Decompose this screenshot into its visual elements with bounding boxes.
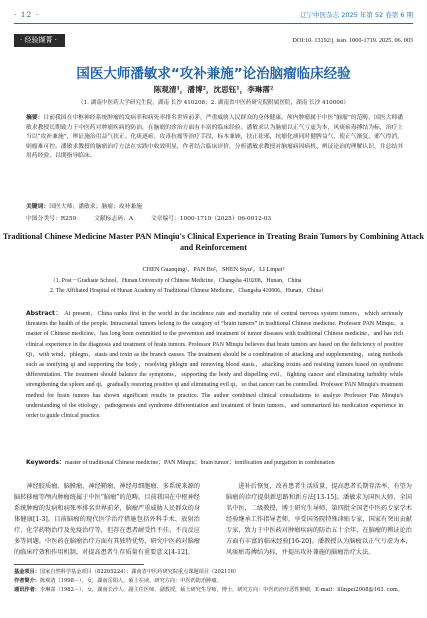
- footnote-author-label: 作者简介：: [14, 578, 40, 584]
- running-header: [14, 8, 413, 22]
- body-column-left: 神经胶质瘤、脑膜瘤、神经鞘瘤、神经母细胞瘤、多系统来源的脑转移瘤等颅内肿瘤统属于中医“脑瘤”的范畴。目前我国在中枢神经系统肿瘤的发病和病死率排名世界前茅，脑瘤严重威胁人民群众的身体健康[1-3]。目前脑瘤的现代医学治疗措施包括外科手术、放射治疗、化学药物治疗及免疫治疗等，但存在患者耐受性不佳、不良反应多等问题。中医药在脑瘤治疗方面有其独特优势，研究中医药对脑瘤的临床疗效和作用机制，对提高患者生存质量有重要意义[4-12]。: [14, 483, 200, 556]
- article-number: 文章编号：1000-1719（2025）06-0012-03: [150, 216, 272, 222]
- footnote-author: [14, 577, 413, 586]
- footnote-fund-text: 国家自然科学基金项目（82205224）；湖南省中医药研究院重点课题项目（202116）: [39, 569, 240, 575]
- keywords-cn: [26, 203, 403, 213]
- affiliation-cn: （1. 湖南中医药大学研究生院，湖南 长沙 410208；2. 湖南省中医药研究院附属医院，湖南 长沙 410006）: [77, 100, 350, 106]
- footnote-rule: [14, 564, 144, 565]
- abstract-cn-text: 目前我国在中枢神经系统肿瘤的发病率和病死率排名世界前茅，严重威胁人民群众的身体健康。颅内肿瘤属于中医“脑瘤”的范畴，国医大师潘敏求教授长期致力于中医药对肿瘤疾病的防治，在脑瘤的诊治方面有丰富的临床经验。潘敏求认为脑瘤以正气亏虚为本，风痰瘀毒搏结为标，治疗上当以“攻补兼施”，辨证施治用益气扶正、化痰逐瘀、攻毒抗瘤等治疗手段，标本兼顾，扶正祛邪，抗瘤化痰同时健脾益气，使正气渐复，邪气得消，则瘤难可控。潘敏求教授的脑瘤治疗方法在实践中收效明显，作者结合临床评价，分析潘敏求教授对脑瘤病因病机、辨证论治的理解认识，并总结其用药经验，以期指导临床。: [26, 115, 403, 160]
- footnote-author-text: 陈观清（1998－），女，湖南岳阳人，硕士在读，研究方向：中医药防治肿瘤。: [39, 578, 222, 584]
- abstract-cn: [26, 114, 403, 200]
- abstract-en: [26, 309, 403, 456]
- keywords-en: [26, 458, 403, 469]
- footnote-corr-label: 通讯作者：: [14, 587, 40, 593]
- footnote-fund: [14, 568, 413, 577]
- abstract-en-label: Abstract：: [26, 310, 63, 317]
- footnote-fund-label: 基金项目：: [14, 569, 40, 575]
- article-meta: [26, 213, 403, 222]
- abstract-cn-label: 摘要：: [26, 115, 44, 121]
- keywords-en-label: Keywords：: [26, 459, 66, 466]
- footnote-corr-text: 李琳霈（1982－），女，湖南长沙人，副主任医师，副教授，硕士研究生导师，博士，研究方向：中医药治疗恶性肿瘤，E-mail：lilinpei2008@163. com。: [39, 587, 404, 593]
- page-number: · 12 ·: [14, 10, 40, 19]
- header-rule: [14, 23, 413, 24]
- footnote-corresponding: [14, 586, 413, 595]
- journal-name: 辽宁中医杂志 2025 年第 52 卷第 6 期: [300, 11, 413, 19]
- article-title-en: Traditional Chinese Medicine Master PAN Minqiu's Clinical Experience in Treating Brain Tumors by Combining Attack and Reinforcement: [2, 232, 425, 252]
- affiliation-en: [50, 277, 387, 296]
- authors-en: CHEN Guanqing¹，PAN Bo²，SHEN Siyu¹，LI Linpei²: [142, 266, 285, 273]
- affiliation-en-1: （1. Post－Graduate School，Hunan University of Chinese Medicine，Changsha 410208，Hunan，China: [50, 278, 302, 284]
- doi[interactable]: DOI:10. 13192/j. issn. 1000-1719. 2025. 06. 003: [292, 37, 413, 44]
- body-column-right: 进补后恢复，改善患者生活质量，提高患者长期存活率，有望为脑瘤的诊疗提供新思路和新方法[13-15]。潘敏求为国医大师，全国名中医，二级教授，博士研究生导师，第四批全国老中医药专家学术经验继承工作指导老师，享受国务院特殊津贴专家，国家有突出贡献专家，致力于中医药对肿瘤疾病的防治五十余年，在脑瘤的辨证论治方面有丰富的临床经验[16-20]。潘教授认为脑瘤以正气亏虚为本，风痰瘀毒搏结为标，并提出攻补兼施的脑瘤治疗大法。: [226, 483, 412, 556]
- abstract-en-text: At present，China ranks first in the world in the incidence rate and mortality rate of central nervous system tumors，which seriously threatens the health of the people. Intracranial tumors belong to the category of “brain tumors” in traditional Chinese medicine. Professor PAN Minqiu，a master of Chinese medicine，has long been committed to the prevention and treatment of tumor diseases with traditional Chinese medicine，and has rich clinical experience in the diagnosis and treatment of brain tumors. Professor PAN Minqiu believes that brain tumors are based on the deficiency of positive Qi，with wind，phlegm，stasis and toxin as the branch causes. The treatment should be a combination of attacking and supplementing，using methods such as tonifying qi and supporting the body，resolving phlegm and removing blood stasis，attacking toxins and resisting tumors based on syndrome differentiation. The treatment should balance the symptoms，supporting the body and dispelling evil，fighting cancer and eliminating turbidity while strengthening the spleen and qi，gradually restoring positive qi and eliminating evil qi，so that cancer can be controlled. Professor PAN Minqiu's treatment method for brain tumors has shown significant results in practice. The author combined clinical consultations to analyze Professor Pan Minqiu's understanding of the etiology，pathogenesis and syndrome differentiation and treatment of brain tumors，and summarized his medication experience in order to guide clinical practice.: [26, 311, 403, 420]
- keywords-cn-label: 关键词：: [26, 204, 50, 210]
- section-tag: · 经验撷菁 ·: [14, 34, 65, 47]
- clc-number: 中图分类号：R259: [26, 216, 77, 222]
- footnotes: [14, 568, 413, 595]
- keywords-cn-text: 国医大师；潘敏求；脑瘤；攻补兼施: [49, 204, 142, 210]
- affiliation-en-2: 2. The Affiliated Hospital of Hunan Academy of Traditional Chinese Medicine，Changsha 410006，Hunan，China）: [50, 287, 327, 294]
- document-code: 文献标志码：A: [94, 216, 134, 222]
- authors-cn: 陈观清¹，潘博²，沈思钰¹，李琳霈²: [153, 85, 274, 94]
- keywords-en-text: master of traditional Chinese medicine；PAN Minqiu；brain tumor；tonification and purgation in combination: [65, 460, 335, 466]
- article-title-cn: 国医大师潘敏求“攻补兼施”论治脑瘤临床经验: [76, 66, 351, 82]
